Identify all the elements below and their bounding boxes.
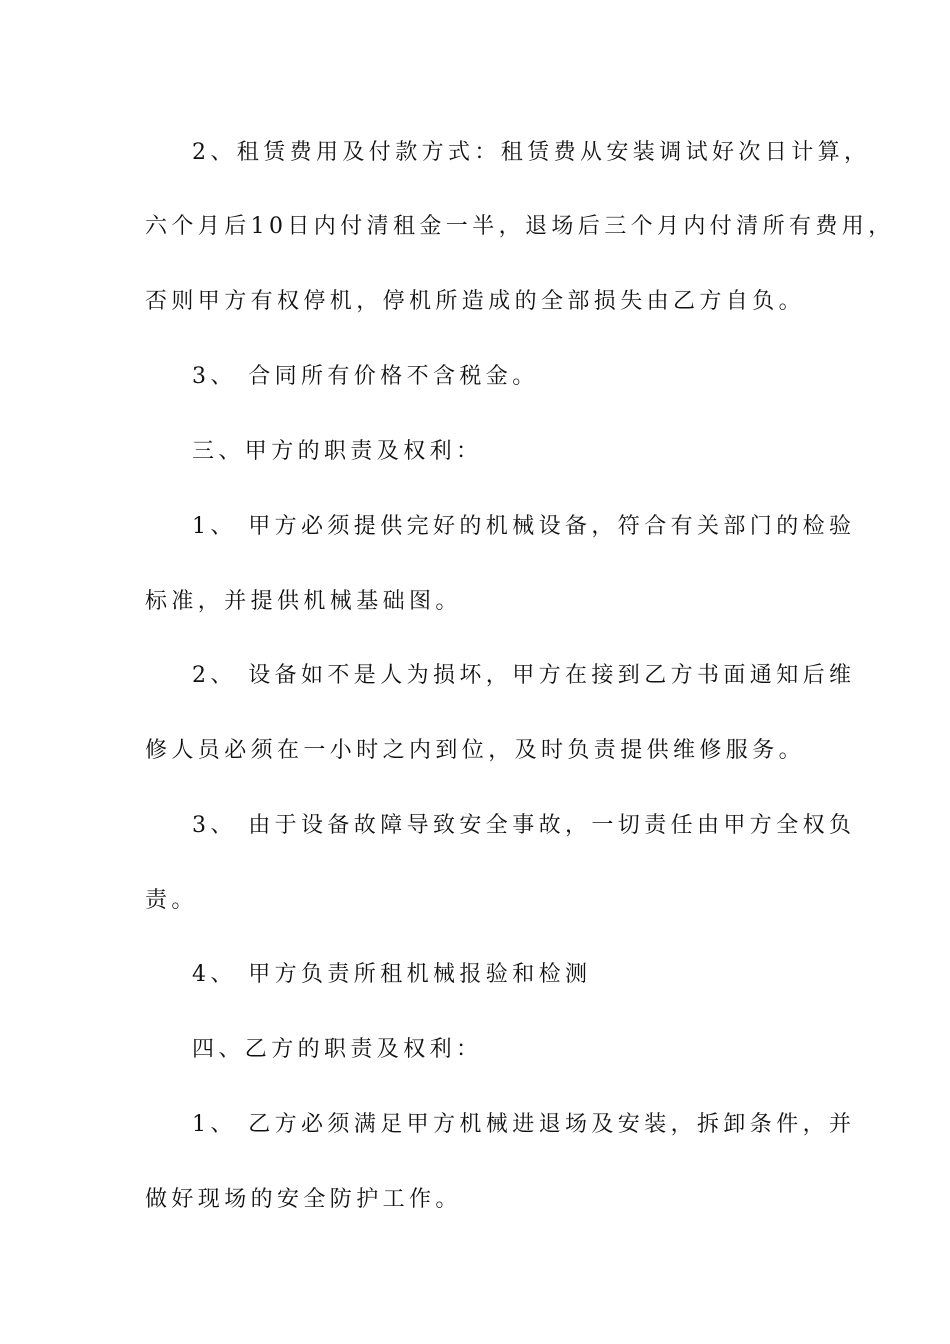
paragraph-line: 六个月后10日内付清租金一半，退场后三个月内付清所有费用，: [145, 214, 895, 239]
paragraph-line: 责。: [145, 888, 198, 913]
paragraph-line: 4、 甲方负责所租机械报验和检测: [192, 962, 592, 987]
paragraph-line: 2、 设备如不是人为损坏，甲方在接到乙方书面通知后维: [192, 663, 856, 688]
paragraph-line: 2、租赁费用及付款方式：租赁费从安装调试好次日计算，: [192, 140, 871, 165]
paragraph-line: 3、 合同所有价格不含税金。: [192, 364, 539, 389]
paragraph-line: 否则甲方有权停机，停机所造成的全部损失由乙方自负。: [145, 289, 806, 314]
paragraph-line: 修人员必须在一小时之内到位，及时负责提供维修服务。: [145, 738, 806, 763]
section-heading: 四、乙方的职责及权利：: [192, 1037, 483, 1062]
paragraph-line: 标准，并提供机械基础图。: [145, 589, 462, 614]
section-heading: 三、甲方的职责及权利：: [192, 439, 483, 464]
paragraph-line: 3、 由于设备故障导致安全事故，一切责任由甲方全权负: [192, 813, 856, 838]
paragraph-line: 1、 乙方必须满足甲方机械进退场及安装，拆卸条件，并: [192, 1112, 856, 1137]
paragraph-line: 1、 甲方必须提供完好的机械设备，符合有关部门的检验: [192, 514, 856, 539]
paragraph-line: 做好现场的安全防护工作。: [145, 1187, 462, 1212]
